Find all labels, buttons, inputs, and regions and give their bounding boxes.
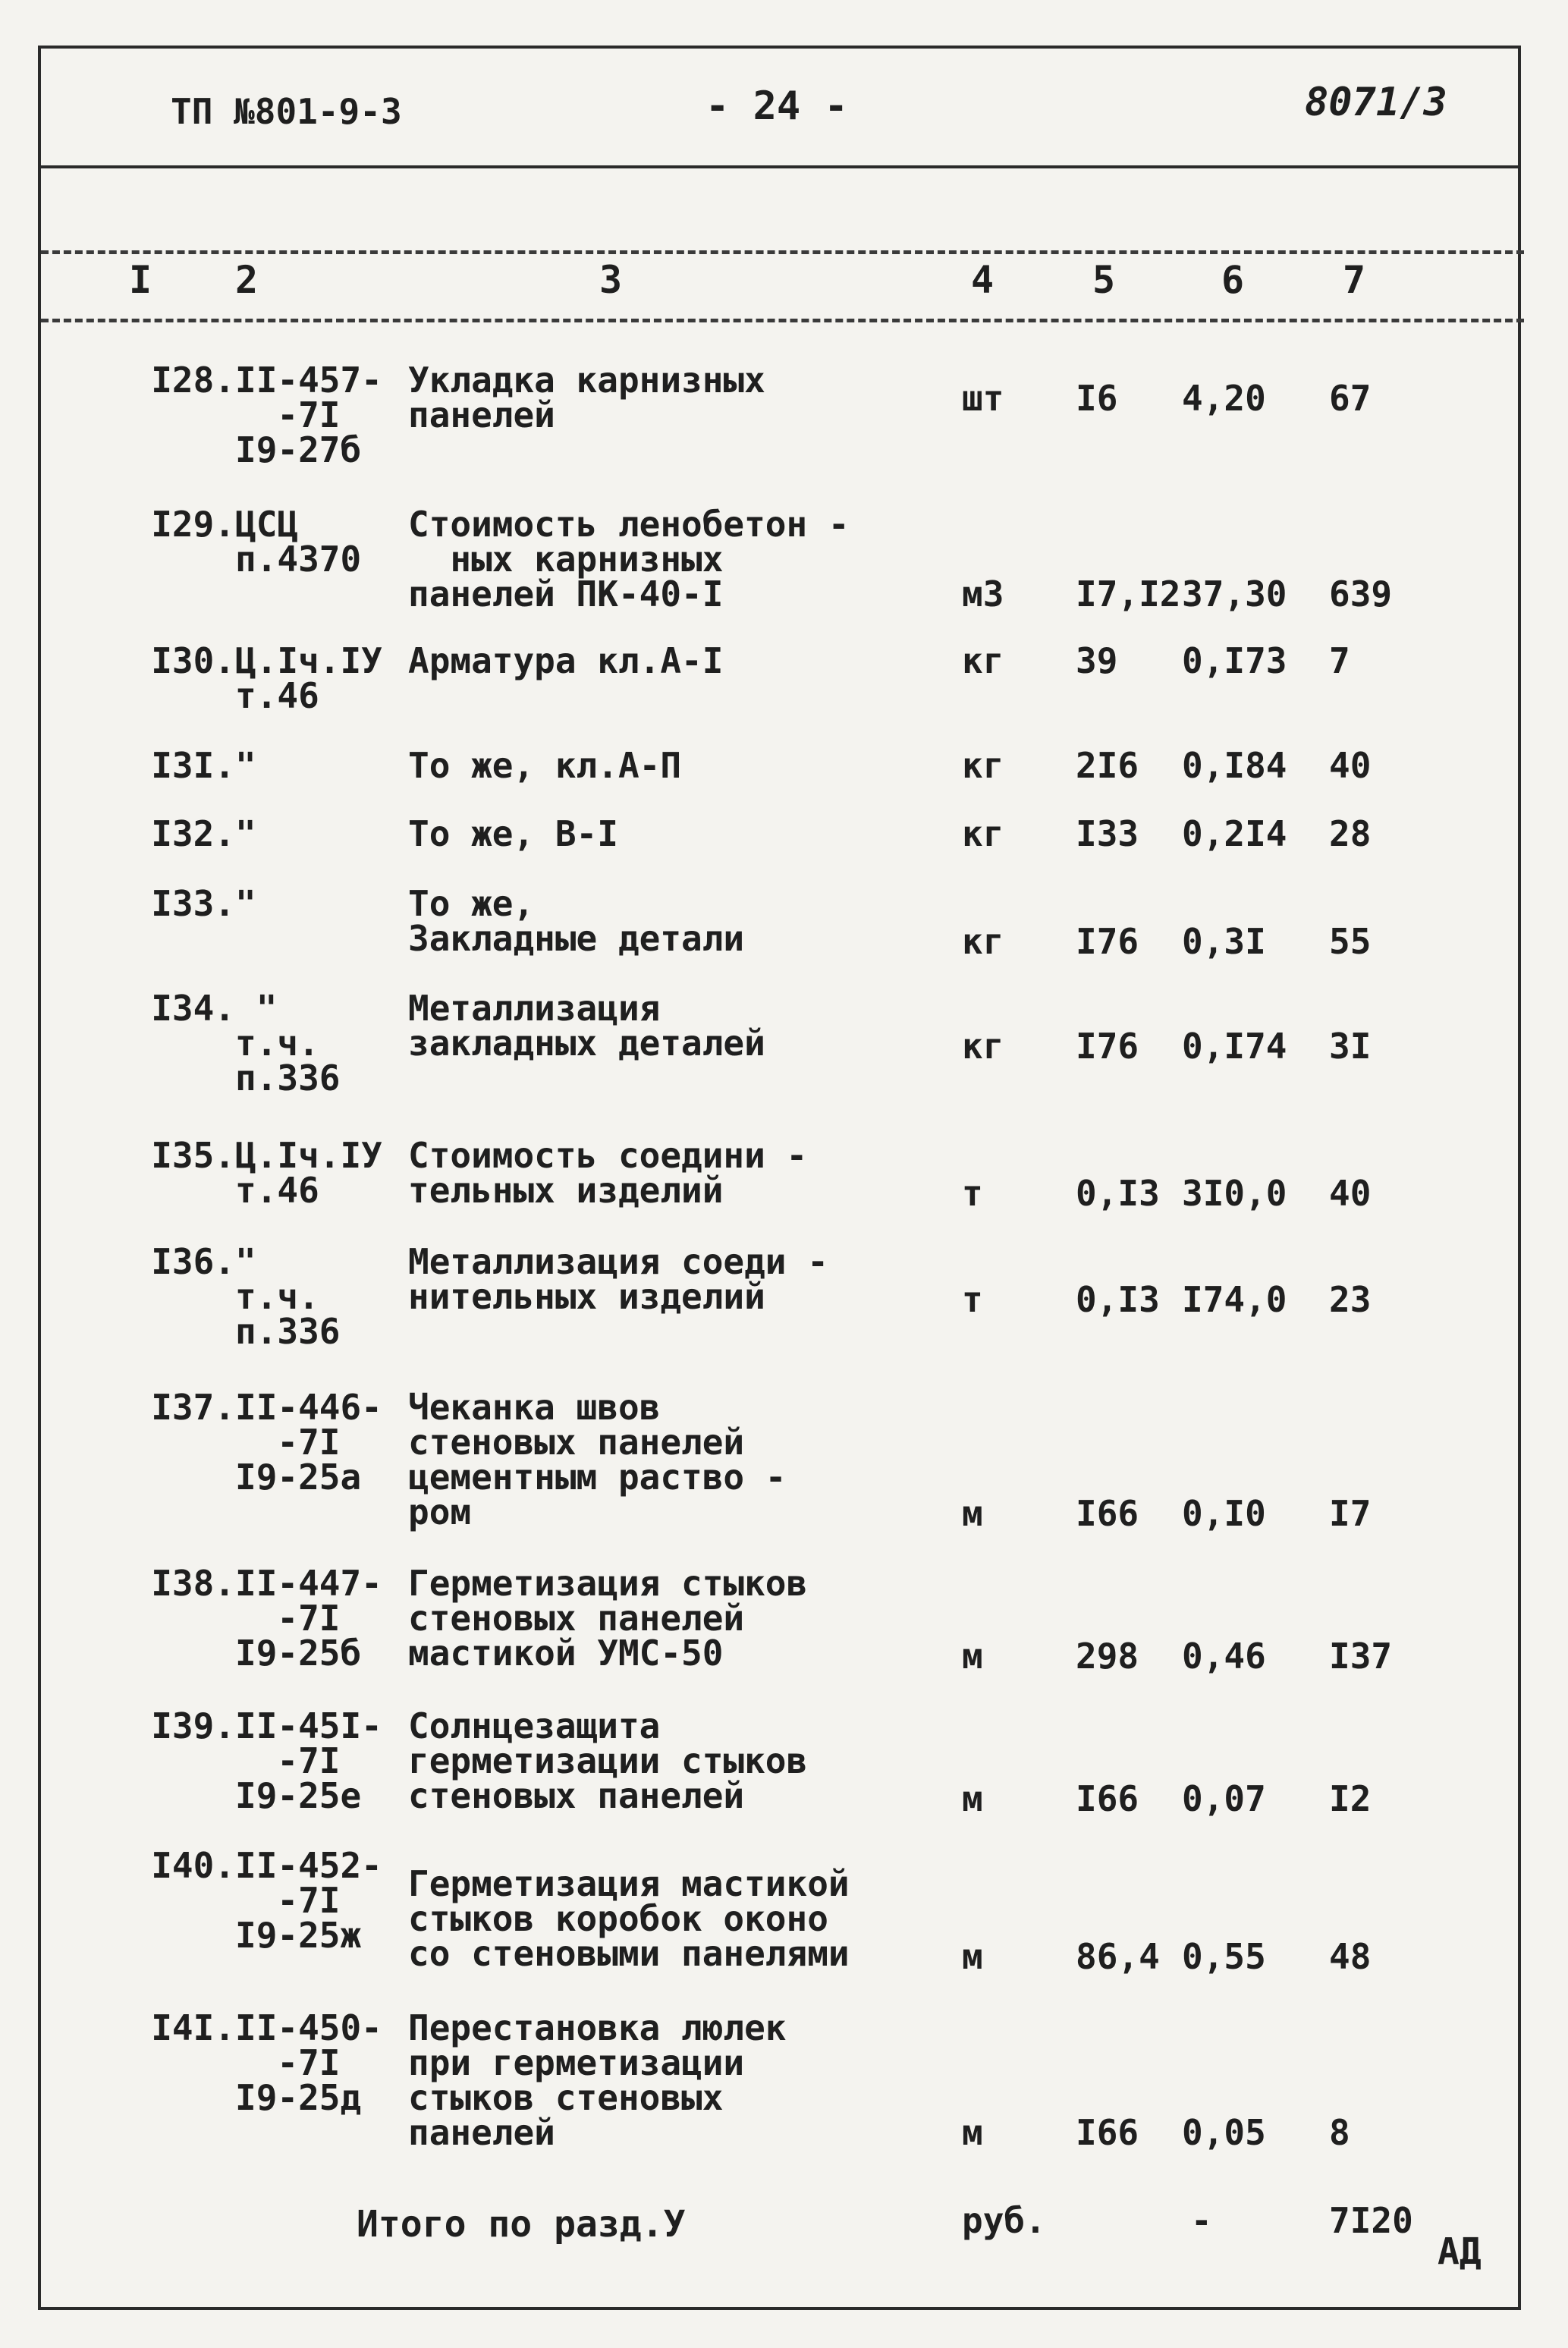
- row-price: 0,05: [1182, 2112, 1266, 2153]
- row-total: 55: [1329, 921, 1372, 962]
- total-label: Итого по разд.У: [357, 2203, 686, 2246]
- column-header-3: 3: [599, 258, 623, 302]
- row-unit: кг: [962, 813, 1004, 854]
- row-unit: кг: [962, 921, 1004, 962]
- row-quantity: I76: [1076, 1026, 1139, 1067]
- row-number: I34.: [151, 988, 235, 1029]
- row-total: I2: [1329, 1778, 1372, 1819]
- row-price: I74,0: [1182, 1279, 1287, 1320]
- row-code: ": [235, 813, 256, 854]
- total-qty: -: [1191, 2200, 1212, 2241]
- row-quantity: I7,I2: [1076, 574, 1181, 615]
- row-price: 3I0,0: [1182, 1173, 1287, 1214]
- row-code: " т.ч. п.336: [235, 1241, 341, 1352]
- row-total: 67: [1329, 378, 1372, 419]
- row-price: 0,46: [1182, 1636, 1266, 1677]
- row-code: II-45I- -7I I9-25е: [235, 1705, 382, 1816]
- row-total: 23: [1329, 1279, 1372, 1320]
- row-description: Стоимость ленобетон - ных карнизных панелей ПК-40-I: [408, 504, 850, 615]
- row-total: I37: [1329, 1636, 1393, 1677]
- row-code: ЦСЦ п.4370: [235, 504, 362, 580]
- row-unit: шт: [962, 378, 1004, 419]
- row-quantity: I6: [1076, 378, 1118, 419]
- row-code: II-447- -7I I9-25б: [235, 1563, 382, 1674]
- row-unit: м: [962, 1936, 983, 1977]
- row-unit: м: [962, 2112, 983, 2153]
- row-price: 0,07: [1182, 1778, 1266, 1819]
- row-description: Герметизация мастикой стыков коробок оконо со стеновыми панелями: [408, 1863, 850, 1974]
- row-price: 0,2I4: [1182, 813, 1287, 854]
- row-number: I39.: [151, 1705, 235, 1746]
- row-quantity: I33: [1076, 813, 1139, 854]
- row-unit: т: [962, 1279, 983, 1320]
- row-description: Стоимость соедини - тельных изделий: [408, 1135, 808, 1211]
- ref-number: 8071/3: [1305, 80, 1447, 125]
- header-separator: [38, 165, 1521, 168]
- row-code: II-452- -7I I9-25ж: [235, 1845, 382, 1956]
- row-price: 0,I73: [1182, 640, 1287, 681]
- table-header-bottom-rule: [41, 319, 1524, 322]
- row-total: 8: [1329, 2112, 1350, 2153]
- row-number: I3I.: [151, 745, 235, 786]
- row-quantity: I66: [1076, 1493, 1139, 1534]
- row-quantity: 0,I3: [1076, 1173, 1160, 1214]
- row-total: 40: [1329, 745, 1372, 786]
- column-header-6: 6: [1221, 258, 1245, 302]
- row-number: I29.: [151, 504, 235, 545]
- row-price: 0,I84: [1182, 745, 1287, 786]
- column-header-1: I: [129, 258, 152, 302]
- row-total: 40: [1329, 1173, 1372, 1214]
- row-number: I40.: [151, 1845, 235, 1886]
- row-description: Герметизация стыков стеновых панелей мастикой УМС-50: [408, 1563, 808, 1674]
- row-description: Металлизация закладных деталей: [408, 988, 765, 1064]
- table-header-top-rule: [41, 250, 1524, 254]
- row-code: " т.ч. п.336: [235, 988, 341, 1099]
- row-total: 639: [1329, 574, 1393, 615]
- row-number: I38.: [151, 1563, 235, 1604]
- row-description: То же, кл.А-П: [408, 745, 682, 786]
- row-number: I35.: [151, 1135, 235, 1176]
- row-quantity: 39: [1076, 640, 1118, 681]
- row-price: 0,I74: [1182, 1026, 1287, 1067]
- row-description: Солнцезащита герметизации стыков стеновых панелей: [408, 1705, 808, 1816]
- doc-code: ТП №801-9-3: [171, 91, 402, 132]
- row-total: 7: [1329, 640, 1350, 681]
- row-description: Перестановка люлек при герметизации стыков стеновых панелей: [408, 2007, 787, 2153]
- column-header-2: 2: [235, 258, 259, 302]
- row-total: 28: [1329, 813, 1372, 854]
- row-price: 0,I0: [1182, 1493, 1266, 1534]
- row-unit: м: [962, 1493, 983, 1534]
- row-total: I7: [1329, 1493, 1372, 1534]
- row-number: I30.: [151, 640, 235, 681]
- row-price: 0,55: [1182, 1936, 1266, 1977]
- row-quantity: 298: [1076, 1636, 1139, 1677]
- row-quantity: I66: [1076, 2112, 1139, 2153]
- row-number: I28.: [151, 360, 235, 401]
- page-number: - 24 -: [705, 83, 848, 129]
- column-header-7: 7: [1343, 258, 1366, 302]
- row-code: Ц.Iч.IУ т.46: [235, 1135, 382, 1211]
- row-code: ": [235, 745, 256, 786]
- row-quantity: 86,4: [1076, 1936, 1160, 1977]
- row-description: То же, Закладные детали: [408, 883, 745, 959]
- row-code: ": [235, 883, 256, 924]
- row-unit: м3: [962, 574, 1004, 615]
- row-code: II-450- -7I I9-25д: [235, 2007, 382, 2118]
- row-number: I32.: [151, 813, 235, 854]
- row-number: I36.: [151, 1241, 235, 1282]
- row-unit: кг: [962, 1026, 1004, 1067]
- row-unit: м: [962, 1778, 983, 1819]
- row-code: II-457- -7I I9-27б: [235, 360, 382, 470]
- row-quantity: 0,I3: [1076, 1279, 1160, 1320]
- column-header-5: 5: [1092, 258, 1116, 302]
- row-price: 4,20: [1182, 378, 1266, 419]
- column-header-4: 4: [971, 258, 995, 302]
- row-description: Арматура кл.А-I: [408, 640, 724, 681]
- row-description: То же, В-I: [408, 813, 618, 854]
- row-unit: кг: [962, 640, 1004, 681]
- row-price: 0,3I: [1182, 921, 1266, 962]
- row-quantity: 2I6: [1076, 745, 1139, 786]
- row-unit: кг: [962, 745, 1004, 786]
- row-code: II-446- -7I I9-25а: [235, 1387, 382, 1498]
- row-total: 48: [1329, 1936, 1372, 1977]
- row-description: Металлизация соеди - нительных изделий: [408, 1241, 828, 1317]
- total-sum: 7I20: [1329, 2200, 1413, 2241]
- row-quantity: I66: [1076, 1778, 1139, 1819]
- row-quantity: I76: [1076, 921, 1139, 962]
- row-total: 3I: [1329, 1026, 1372, 1067]
- row-number: I4I.: [151, 2007, 235, 2048]
- row-unit: м: [962, 1636, 983, 1677]
- row-description: Чеканка швов стеновых панелей цементным раство - ром: [408, 1387, 787, 1532]
- row-price: 37,30: [1182, 574, 1287, 615]
- row-number: I37.: [151, 1387, 235, 1428]
- stamp-mark: АД: [1438, 2230, 1482, 2273]
- row-description: Укладка карнизных панелей: [408, 360, 765, 435]
- row-number: I33.: [151, 883, 235, 924]
- row-code: Ц.Iч.IУ т.46: [235, 640, 382, 716]
- total-unit: руб.: [962, 2200, 1046, 2241]
- row-unit: т: [962, 1173, 983, 1214]
